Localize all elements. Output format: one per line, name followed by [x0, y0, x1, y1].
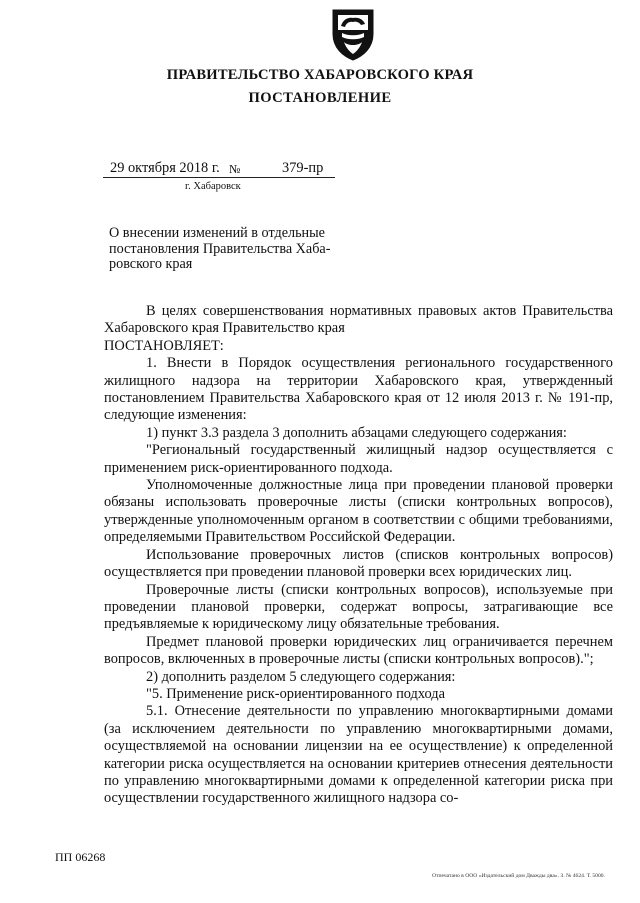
subject-line: постановления Правительства Хаба- — [109, 240, 331, 257]
document-number: 379-пр — [282, 160, 324, 176]
document-type: ПОСТАНОВЛЕНИЕ — [248, 90, 392, 106]
document-code: ПП 06268 — [55, 850, 106, 864]
body-paragraph: В целях совершенствования нормативных правовых актов Правительства Хабаровского края Правительство края — [104, 303, 613, 337]
document-body — [104, 303, 613, 808]
document-city: г. Хабаровск — [185, 181, 241, 192]
body-paragraph: Проверочные листы (списки контрольных вопросов), используемые при проведении плановой проверки, содержат вопросы, затрагивающие все предъявляемые к юридическому лицу обязательные требования. — [104, 581, 613, 633]
subject-line: ровского края — [109, 256, 193, 273]
government-name: ПРАВИТЕЛЬСТВО ХАБАРОВСКОГО КРАЯ — [166, 67, 474, 83]
body-paragraph: Предмет плановой проверки юридических лиц ограничивается перечнем вопросов, включенных в проверочные листы (списки контрольных вопросов)."; — [104, 633, 613, 668]
body-paragraph: 1. Внести в Порядок осуществления регионального государственного жилищного надзора на территории Хабаровского края, утвержденный постановлением Правительства Хабаровского края от 12 июля 2013 г. № 191-пр, следующие изменения: — [104, 355, 613, 424]
document-subject — [109, 226, 369, 273]
document-date: 29 октября 2018 г. — [110, 160, 220, 176]
date-number-underline — [103, 177, 335, 178]
body-paragraph: ПОСТАНОВЛЯЕТ: — [104, 337, 224, 354]
number-label: № — [229, 162, 241, 176]
body-paragraph: 2) дополнить разделом 5 следующего содержания: — [146, 668, 456, 685]
body-paragraph: "5. Применение риск-ориентированного подхода — [146, 685, 446, 702]
subject-line: О внесении изменений в отдельные — [109, 225, 325, 241]
body-paragraph: "Региональный государственный жилищный надзор осуществляется с применением риск-ориентированного подхода. — [104, 442, 613, 476]
coat-of-arms-icon — [330, 6, 376, 62]
body-paragraph: Использование проверочных листов (списков контрольных вопросов) осуществляется при проведении плановой проверки всех юридических лиц. — [104, 546, 613, 581]
printed-by-note: Отпечатано в ООО «Издательский дом Дважды два». З. № 4624. Т. 5000. — [432, 873, 605, 879]
body-paragraph: 1) пункт 3.3 раздела 3 дополнить абзацами следующего содержания: — [146, 424, 567, 441]
body-paragraph: 5.1. Отнесение деятельности по управлению многоквартирными домами (за исключением деятельности по управлению многоквартирными домами, осуществляемой на основании лицензии на ее осуществление) к определенной категории риска осуществляется на основании критериев отнесения деятельности по управлению многоквартирными домами к определенной категории риска при осуществлении государственного жилищного надзора со- — [104, 703, 613, 807]
body-paragraph: Уполномоченные должностные лица при проведении плановой проверки обязаны использовать проверочные листы (списки контрольных вопросов), утвержденные уполномоченным органом в соответствии с общими требованиями, определяемыми Правительством Российской Федерации. — [104, 477, 613, 546]
